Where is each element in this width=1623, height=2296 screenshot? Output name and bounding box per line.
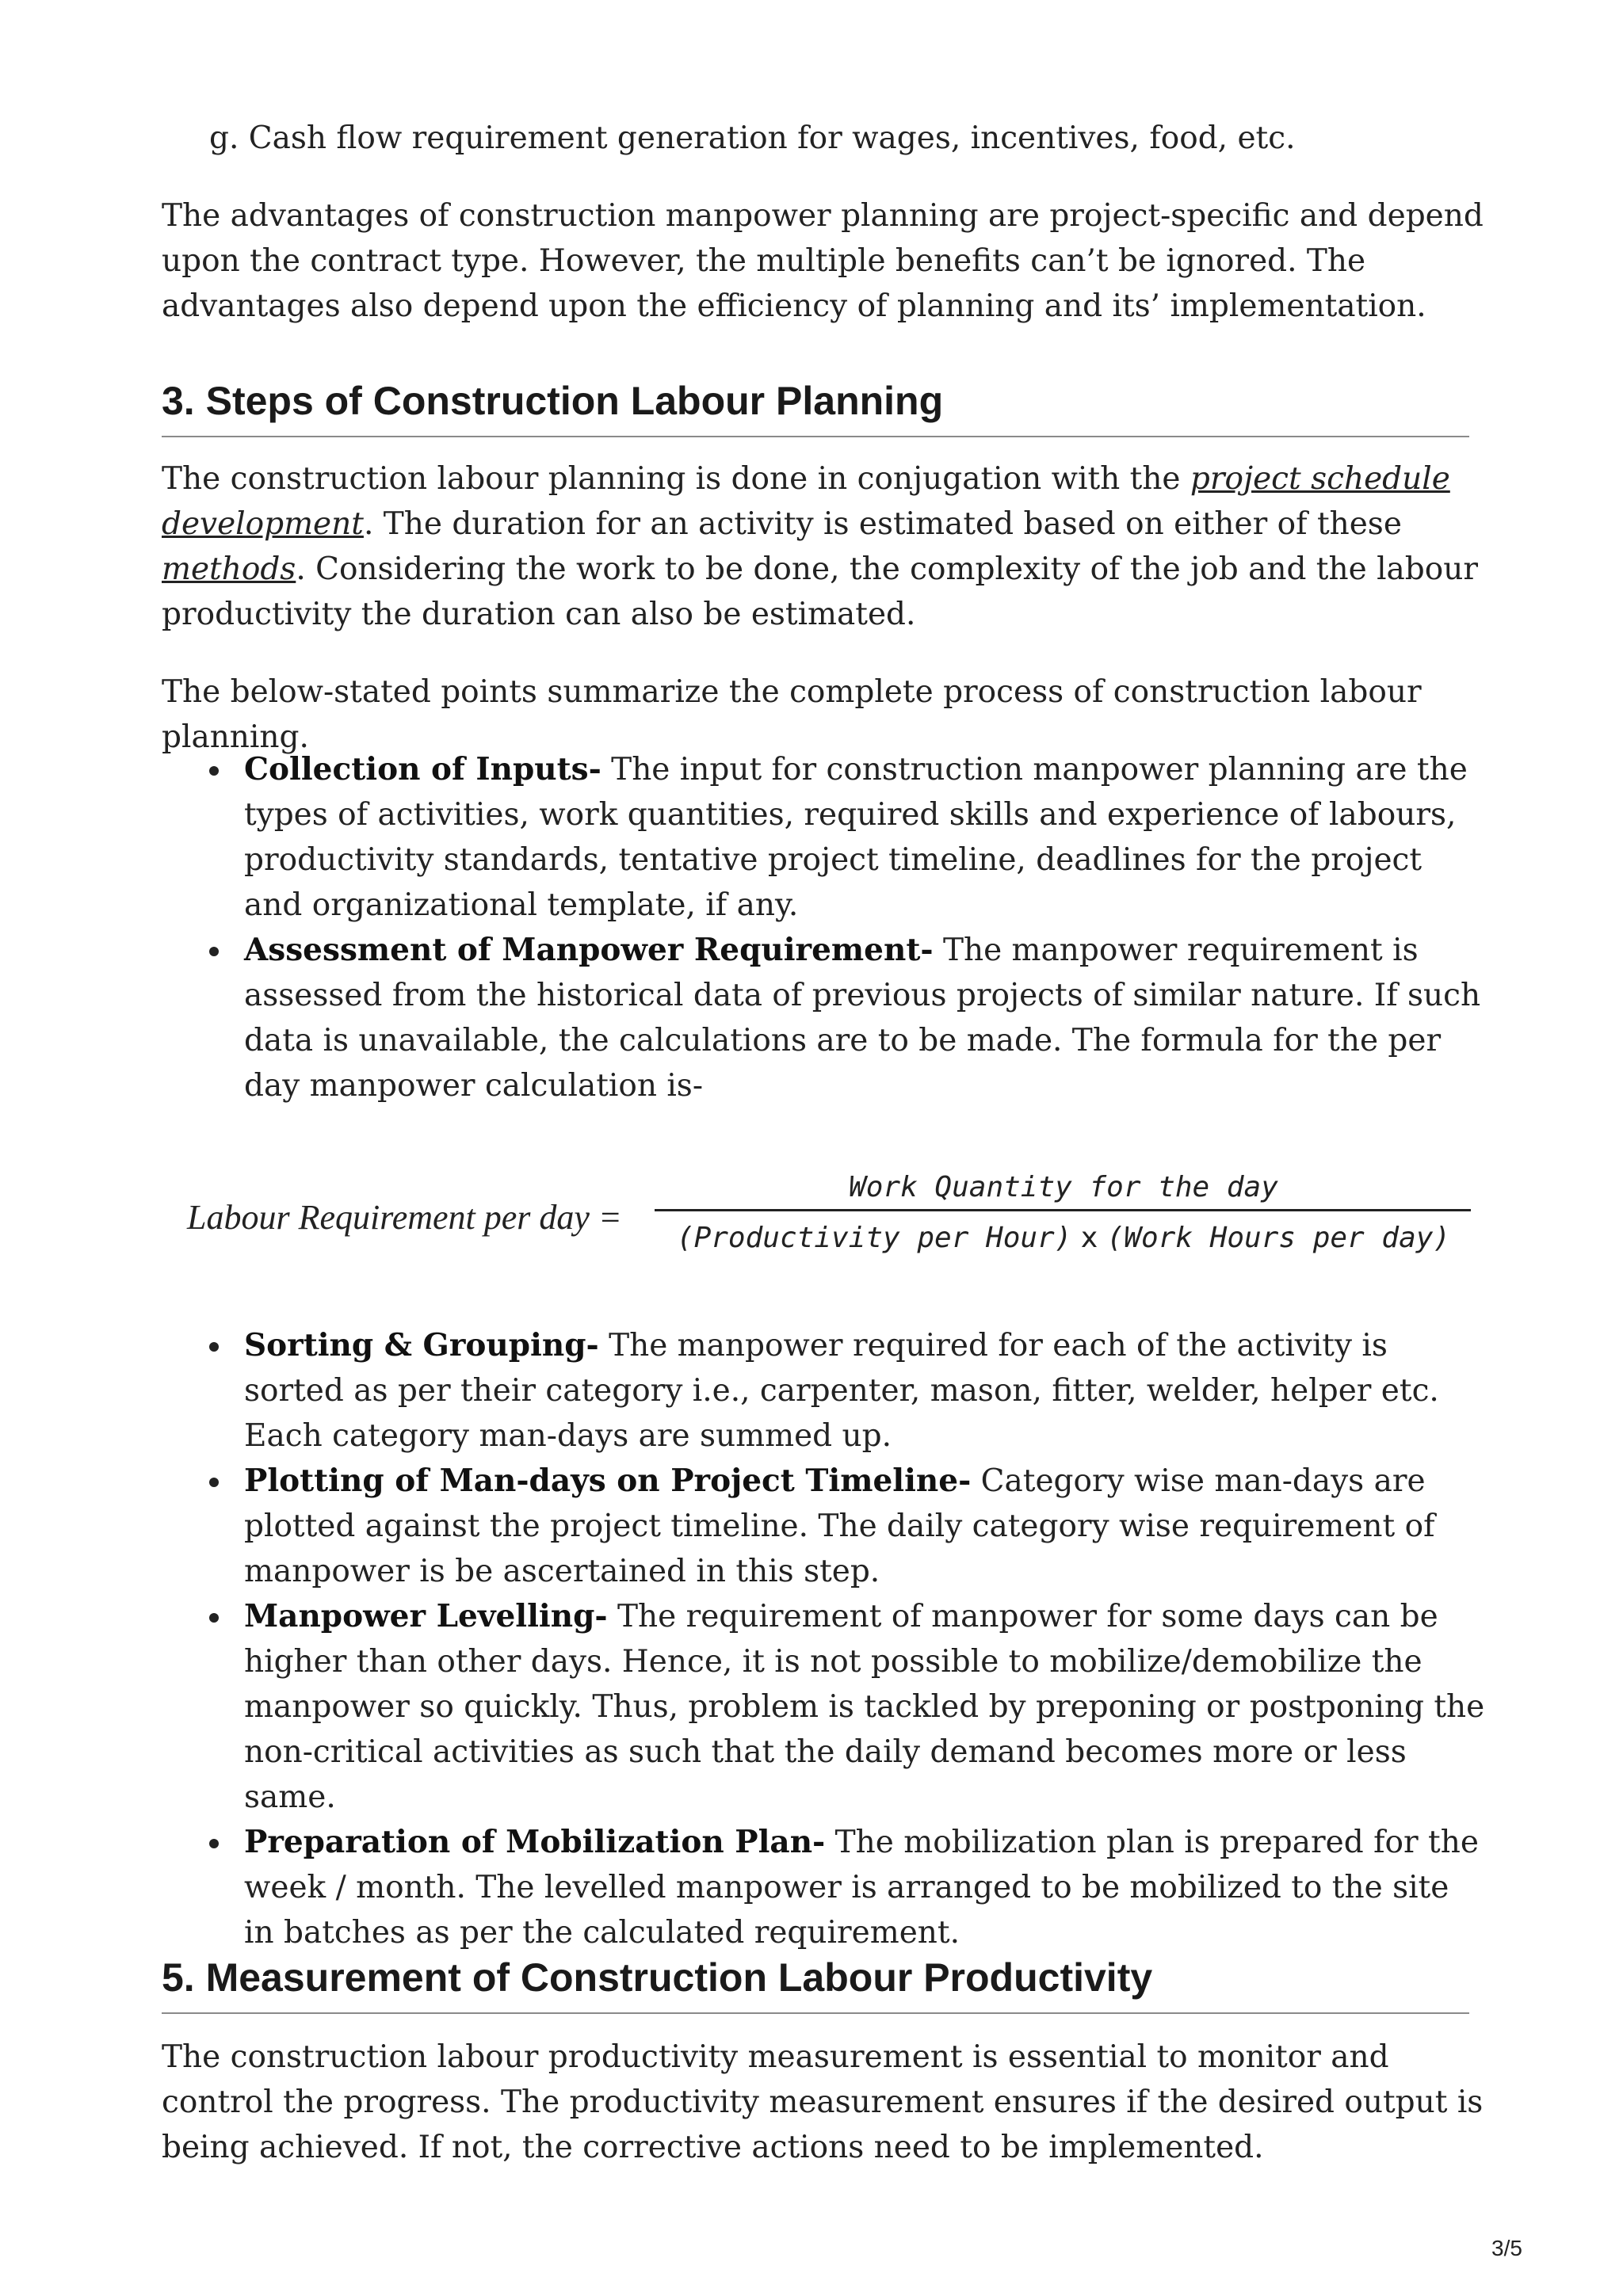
methods-link[interactable]: methods <box>162 551 296 587</box>
steps-list-1 <box>162 747 1487 1108</box>
list-item <box>162 1594 1487 1820</box>
list-item <box>162 1459 1487 1594</box>
list-item <box>162 928 1487 1108</box>
advantages-paragraph: The advantages of construction manpower planning are project-specific and depend upon the contract type. However, the multiple benefits can’t be ignored. The advantages also depend upon the efficiency of planning and its’ implementation. <box>162 198 1484 324</box>
labour-planning-paragraph <box>162 456 1485 637</box>
list-item <box>162 1323 1487 1459</box>
times-symbol: x <box>1071 1222 1107 1254</box>
para-text-1: The construction labour planning is done in conjugation with the <box>162 461 1190 497</box>
para-text-3: . Considering the work to be done, the complexity of the job and the labour productivity the duration can also be estimated. <box>162 551 1479 632</box>
para-text-2: . The duration for an activity is estimated based on either of these <box>363 506 1402 542</box>
step-text: The manpower required for each of the activity is sorted as per their category i.e., carpenter, mason, fitter, welder, helper etc. Each category man-days are summed up. <box>244 1328 1439 1454</box>
section-5-heading: 5. Measurement of Construction Labour Productivity <box>162 1954 1469 2014</box>
step-text: The input for construction manpower planning are the types of activities, work quantities, required skills and experience of labours, productivity standards, tentative project timeline, deadlines for the project and organizational template, if any. <box>244 752 1468 923</box>
page-number: 3/5 <box>1491 2236 1522 2260</box>
denominator-right: (Work Hours per day) <box>1106 1222 1451 1254</box>
step-title: Collection of Inputs- <box>244 751 601 788</box>
section-3-heading: 3. Steps of Construction Labour Planning <box>162 377 1469 437</box>
formula-numerator: Work Quantity for the day <box>849 1171 1278 1203</box>
step-text: The mobilization plan is prepared for the week / month. The levelled manpower is arranged to be mobilized to the site in batches as per the calculated requirement. <box>244 1825 1479 1951</box>
list-item <box>162 747 1487 928</box>
denominator-left: (Productivity per Hour) <box>676 1222 1072 1254</box>
list-item <box>162 1820 1487 1955</box>
step-title: Sorting & Grouping- <box>244 1327 599 1363</box>
steps-list-2 <box>162 1323 1487 1955</box>
step-title: Preparation of Mobilization Plan- <box>244 1824 826 1860</box>
step-title: Manpower Levelling- <box>244 1598 608 1634</box>
step-text: The requirement of manpower for some days can be higher than other days. Hence, it is not possible to mobilize/demobilize the manpower so quickly. Thus, problem is tackled by preponing or postponing the non-critical activities as such that the daily demand becomes more or less same. <box>244 1599 1485 1815</box>
formula-lhs: Labour Requirement per day = <box>187 1198 622 1237</box>
fraction-bar <box>655 1209 1471 1211</box>
summary-paragraph: The below-stated points summarize the complete process of construction labour planning. <box>162 674 1422 755</box>
step-title: Assessment of Manpower Requirement- <box>244 932 934 968</box>
labour-formula <box>187 1165 1455 1276</box>
step-text: Category wise man-days are plotted against the project timeline. The daily category wise requirement of manpower is be ascertained in this step. <box>244 1463 1435 1589</box>
step-title: Plotting of Man-days on Project Timeline- <box>244 1463 972 1499</box>
step-text: The manpower requirement is assessed from the historical data of previous projects of similar nature. If such data is unavailable, the calculations are to be made. The formula for the per day manpower calculation is- <box>244 933 1481 1104</box>
intro-list-item-g: g. Cash flow requirement generation for wages, incentives, food, etc. <box>209 120 1296 156</box>
project-schedule-link[interactable]: project schedule development <box>162 461 1450 542</box>
formula-denominator <box>659 1215 1468 1261</box>
productivity-paragraph: The construction labour productivity measurement is essential to monitor and control the progress. The productivity measurement ensures if the desired output is being achieved. If not, the corrective actions need to be implemented. <box>162 2039 1484 2165</box>
